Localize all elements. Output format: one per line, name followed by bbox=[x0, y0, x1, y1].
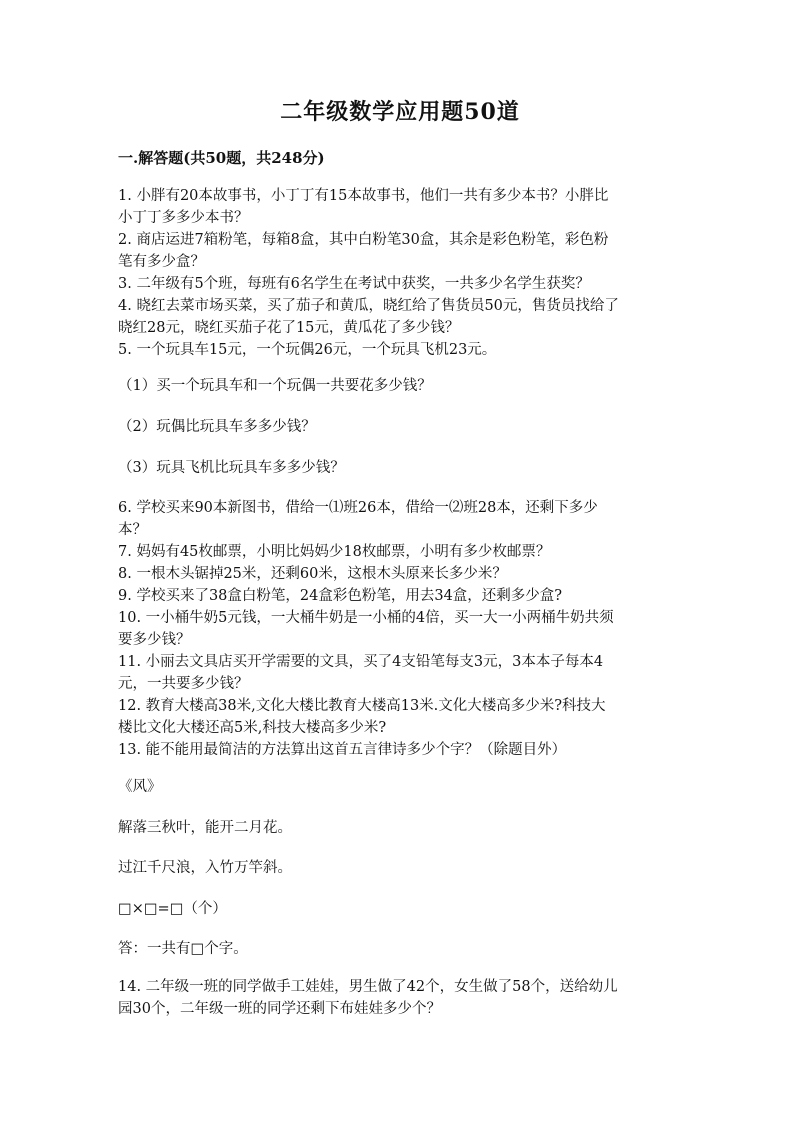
question-3-line-1: 3. 二年级有5个班，每班有6名学生在考试中获奖，一共多少名学生获奖？ bbox=[118, 276, 590, 292]
question-14-line-1: 14. 二年级一班的同学做手工娃娃，男生做了42个，女生做了58个，送给幼儿 bbox=[118, 979, 618, 995]
question-10-line-2: 要多少钱？ bbox=[118, 632, 191, 648]
question-1-line-2: 小丁丁多多少本书？ bbox=[118, 210, 249, 226]
section-heading: 一.解答题(共50题，共248分) bbox=[118, 149, 325, 167]
question-13-line-1: 13. 能不能用最简洁的方法算出这首五言律诗多少个字？（除题目外） bbox=[118, 742, 567, 758]
question-14-line-2: 园30个，二年级一班的同学还剩下布娃娃多少个？ bbox=[118, 1001, 441, 1017]
document-title: 二年级数学应用题50道 bbox=[280, 99, 520, 125]
question-4-line-2: 晓红28元，晓红买茄子花了15元，黄瓜花了多少钱？ bbox=[118, 320, 460, 336]
poem-title: 《风》 bbox=[118, 779, 162, 795]
question-6-line-1: 6. 学校买来90本新图书，借给一⑴班26本，借给一⑵班28本，还剩下多少 bbox=[118, 500, 598, 516]
question-5-line-1: 5. 一个玩具车15元，一个玩偶26元，一个玩具飞机23元。 bbox=[118, 342, 497, 358]
question-12-line-2: 楼比文化大楼还高5米,科技大楼高多少米? bbox=[118, 720, 387, 736]
question-5-sub-1: （1）买一个玩具车和一个玩偶一共要花多少钱？ bbox=[118, 378, 432, 394]
question-4-line-1: 4. 晓红去菜市场买菜，买了茄子和黄瓜，晓红给了售货员50元，售货员找给了 bbox=[118, 298, 619, 314]
question-5-sub-3: （3）玩具飞机比玩具车多多少钱？ bbox=[118, 460, 345, 476]
poem-line-1: 解落三秋叶，能开二月花。 bbox=[118, 820, 292, 836]
question-5-sub-2: （2）玩偶比玩具车多多少钱？ bbox=[118, 419, 316, 435]
question-10-line-1: 10. 一小桶牛奶5元钱，一大桶牛奶是一小桶的4倍，买一大一小两桶牛奶共须 bbox=[118, 610, 614, 626]
question-12-line-1: 12. 教育大楼高38米,文化大楼比教育大楼高13米.文化大楼高多少米?科技大 bbox=[118, 698, 606, 714]
question-6-line-2: 本？ bbox=[118, 522, 147, 538]
answer-blank: 答：一共有□个字。 bbox=[118, 941, 248, 957]
question-11-line-2: 元，一共要多少钱？ bbox=[118, 676, 249, 692]
equation-blank: □×□=□（个） bbox=[118, 901, 227, 917]
question-2-line-2: 笔有多少盒？ bbox=[118, 254, 205, 270]
question-11-line-1: 11. 小丽去文具店买开学需要的文具，买了4支铅笔每支3元，3本本子每本4 bbox=[118, 654, 604, 670]
question-7-line-1: 7. 妈妈有45枚邮票，小明比妈妈少18枚邮票，小明有多少枚邮票？ bbox=[118, 544, 551, 560]
question-2-line-1: 2. 商店运进7箱粉笔，每箱8盒，其中白粉笔30盒，其余是彩色粉笔，彩色粉 bbox=[118, 232, 609, 248]
question-1-line-1: 1. 小胖有20本故事书，小丁丁有15本故事书，他们一共有多少本书？小胖比 bbox=[118, 188, 609, 204]
question-8-line-1: 8. 一根木头锯掉25米，还剩60米，这根木头原来长多少米？ bbox=[118, 566, 507, 582]
poem-line-2: 过江千尺浪，入竹万竿斜。 bbox=[118, 860, 292, 876]
question-9-line-1: 9. 学校买来了38盒白粉笔，24盒彩色粉笔，用去34盒，还剩多少盒? bbox=[118, 588, 563, 604]
